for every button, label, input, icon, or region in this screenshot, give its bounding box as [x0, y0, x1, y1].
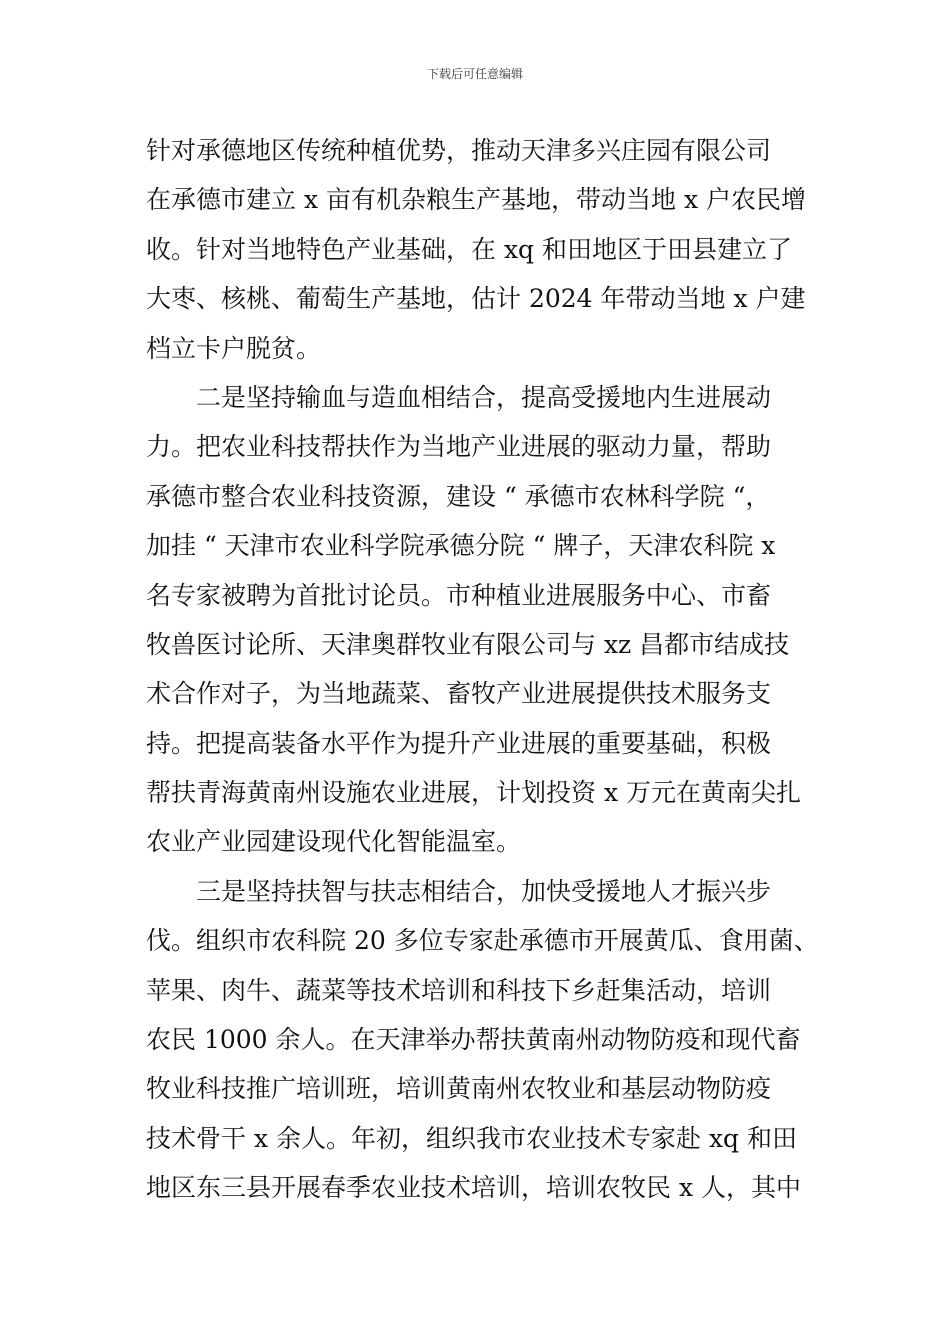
paragraph-start-line: 三是坚持扶智与扶志相结合，加快受援地人才振兴步 — [196, 876, 772, 906]
text-line: 收。针对当地特色产业基础，在 xq 和田地区于田县建立了 — [146, 234, 792, 264]
text-line: 针对承德地区传统种植优势，推动天津多兴庄园有限公司 — [146, 136, 772, 165]
page-header: 下载后可任意编辑 — [426, 67, 523, 81]
text-line: 帮扶青海黄南州设施农业进展，计划投资 x 万元在黄南尖扎 — [146, 778, 801, 808]
text-line: 农业产业园建设现代化智能温室。 — [146, 827, 522, 857]
text-line: 技术骨干 x 余人。年初，组织我市农业技术专家赴 xq 和田 — [146, 1123, 797, 1153]
text-line: 在承德市建立 x 亩有机杂粮生产基地，带动当地 x 户农民增 — [146, 185, 806, 215]
text-line: 加挂 “ 天津市农业科学院承德分院 “ 牌子，天津农科院 x — [146, 531, 776, 561]
text-line: 力。把农业科技帮扶作为当地产业进展的驱动力量，帮助 — [146, 432, 772, 462]
text-line: 地区东三县开展春季农业技术培训，培训农牧民 x 人，其中 — [146, 1173, 801, 1203]
text-line: 持。把提高装备水平作为提升产业进展的重要基础，积极 — [146, 728, 772, 758]
text-line: 牧业科技推广培训班，培训黄南州农牧业和基层动物防疫 — [146, 1074, 772, 1104]
text-line: 农民 1000 余人。在天津举办帮扶黄南州动物防疫和现代畜 — [146, 1025, 801, 1055]
document-body — [146, 126, 819, 1213]
text-line: 档立卡户脱贫。 — [146, 333, 322, 363]
text-line: 伐。组织市农科院 20 多位专家赴承德市开展黄瓜、食用菌、 — [146, 926, 819, 956]
paragraph-start-line: 二是坚持输血与造血相结合，提高受援地内生进展动 — [196, 382, 772, 412]
text-line: 苹果、肉牛、蔬菜等技术培训和科技下乡赶集活动，培训 — [146, 975, 772, 1005]
text-line: 牧兽医讨论所、天津奥群牧业有限公司与 xz 昌都市结成技 — [146, 629, 790, 659]
text-line: 名专家被聘为首批讨论员。市种植业进展服务中心、市畜 — [146, 580, 772, 610]
text-line: 术合作对子，为当地蔬菜、畜牧产业进展提供技术服务支 — [146, 679, 772, 709]
text-line: 承德市整合农业科技资源，建设 “ 承德市农林科学院 “， — [146, 481, 771, 511]
text-line: 大枣、核桃、葡萄生产基地，估计 2024 年带动当地 x 户建 — [146, 284, 806, 314]
